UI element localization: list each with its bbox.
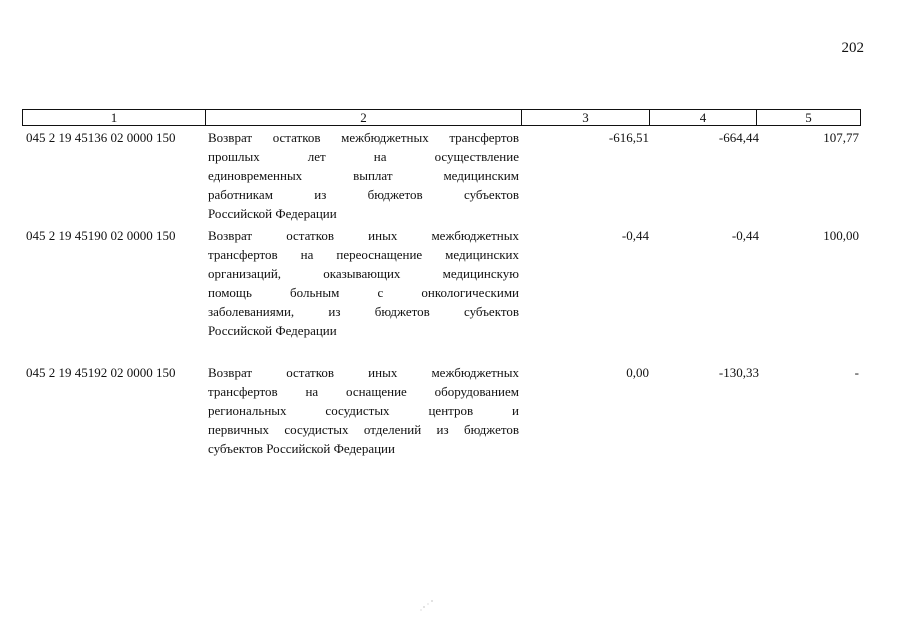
row-value-col4: -0,44 <box>731 228 759 243</box>
scan-smudge <box>418 598 438 612</box>
row-value-col3: -0,44 <box>621 228 649 243</box>
description-line: трансфертов на переоснащение медицинских <box>208 247 519 262</box>
description-line: первичных сосудистых отделений из бюджетов <box>208 422 519 437</box>
column-header-2: 2 <box>206 110 522 125</box>
row-value-col5: - <box>854 365 859 380</box>
description-line: региональных сосудистых центров и <box>208 403 519 418</box>
description-line: Возврат остатков иных межбюджетных <box>208 228 519 243</box>
row-code: 045 2 19 45136 02 0000 150 <box>26 130 176 145</box>
description-line: Возврат остатков иных межбюджетных <box>208 365 519 380</box>
row-value-col5: 100,00 <box>823 228 859 243</box>
description-line: Российской Федерации <box>208 206 337 221</box>
column-header-4: 4 <box>650 110 757 125</box>
description-line: организаций, оказывающих медицинскую <box>208 266 519 281</box>
description-line: единовременных выплат медицинским <box>208 168 519 183</box>
column-header-3: 3 <box>522 110 650 125</box>
page-number: 202 <box>841 40 864 56</box>
row-code: 045 2 19 45190 02 0000 150 <box>26 228 176 243</box>
row-description <box>208 363 519 458</box>
row-value-col3: 0,00 <box>626 365 649 380</box>
row-description <box>208 226 519 340</box>
row-code: 045 2 19 45192 02 0000 150 <box>26 365 176 380</box>
description-line: прошлых лет на осуществление <box>208 149 519 164</box>
row-value-col4: -664,44 <box>718 130 759 145</box>
description-line: помощь больным с онкологическими <box>208 285 519 300</box>
row-value-col4: -130,33 <box>718 365 759 380</box>
row-description <box>208 128 519 223</box>
row-value-col5: 107,77 <box>823 130 859 145</box>
description-line: Российской Федерации <box>208 323 337 338</box>
table-header <box>22 109 861 126</box>
description-line: трансфертов на оснащение оборудованием <box>208 384 519 399</box>
description-line: Возврат остатков межбюджетных трансфертов <box>208 130 519 145</box>
column-header-5: 5 <box>805 110 812 125</box>
description-line: работникам из бюджетов субъектов <box>208 187 519 202</box>
description-line: субъектов Российской Федерации <box>208 441 395 456</box>
row-value-col3: -616,51 <box>608 130 649 145</box>
description-line: заболеваниями, из бюджетов субъектов <box>208 304 519 319</box>
column-header-1: 1 <box>23 110 206 125</box>
